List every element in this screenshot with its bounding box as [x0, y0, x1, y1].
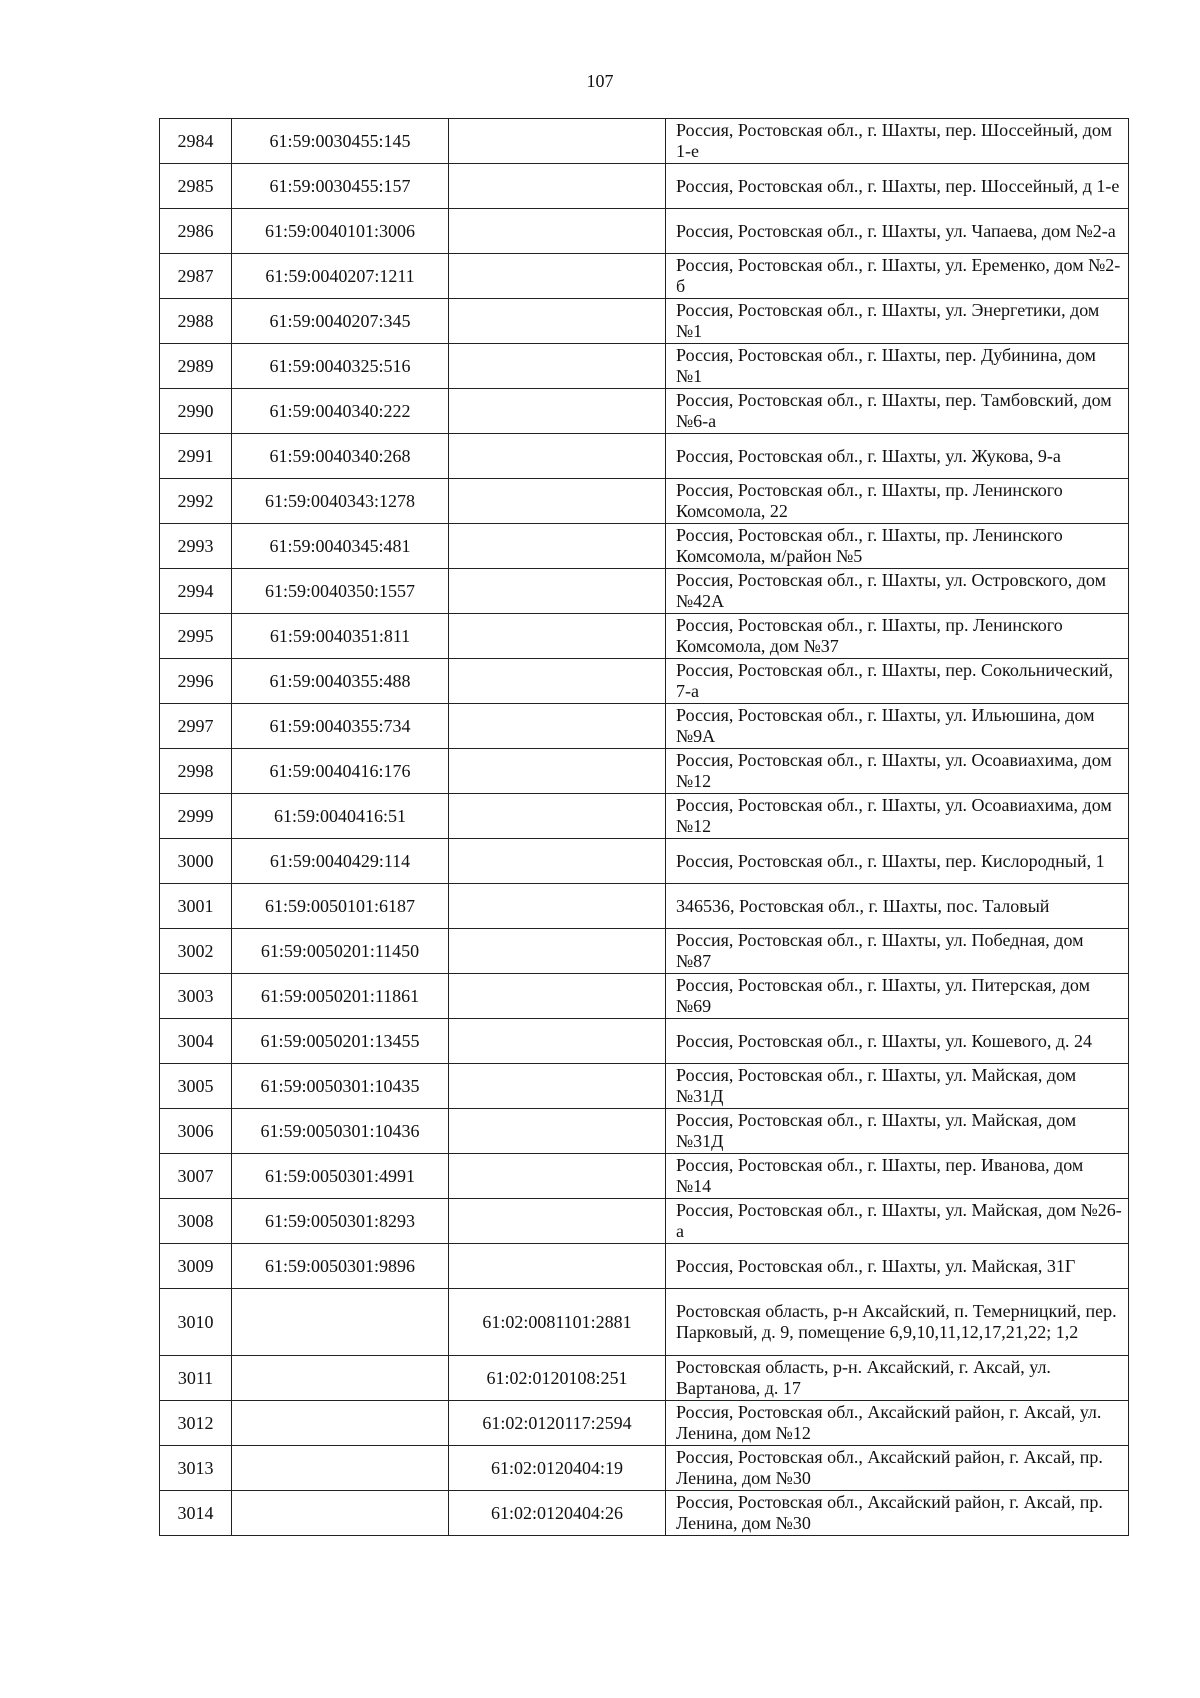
- address-cell: 346536, Ростовская обл., г. Шахты, пос. Таловый: [666, 884, 1129, 929]
- cadastral-number-cell: [232, 1401, 449, 1446]
- building-cadastral-number-cell: [449, 1199, 666, 1244]
- cadastral-number-cell: 61:59:0040350:1557: [232, 569, 449, 614]
- cadastral-number-cell: 61:59:0050101:6187: [232, 884, 449, 929]
- table-row: [160, 524, 1129, 569]
- row-number-cell: 3002: [160, 929, 232, 974]
- cadastral-number-cell: 61:59:0040340:222: [232, 389, 449, 434]
- row-number-cell: 3009: [160, 1244, 232, 1289]
- cadastral-number-cell: 61:59:0050301:9896: [232, 1244, 449, 1289]
- table-row: [160, 929, 1129, 974]
- table-row: [160, 254, 1129, 299]
- address-cell: Россия, Ростовская обл., г. Шахты, ул. Энергетики, дом №1: [666, 299, 1129, 344]
- table-row: [160, 299, 1129, 344]
- row-number-cell: 2993: [160, 524, 232, 569]
- cadastral-number-cell: 61:59:0040101:3006: [232, 209, 449, 254]
- address-cell: Россия, Ростовская обл., г. Шахты, ул. Майская, дом №31Д: [666, 1064, 1129, 1109]
- address-cell: Россия, Ростовская обл., Аксайский район, г. Аксай, пр. Ленина, дом №30: [666, 1446, 1129, 1491]
- building-cadastral-number-cell: [449, 1019, 666, 1064]
- building-cadastral-number-cell: [449, 569, 666, 614]
- cadastral-number-cell: 61:59:0040355:488: [232, 659, 449, 704]
- address-cell: Россия, Ростовская обл., г. Шахты, пер. Шоссейный, дом 1-е: [666, 119, 1129, 164]
- cadastral-number-cell: 61:59:0040343:1278: [232, 479, 449, 524]
- building-cadastral-number-cell: [449, 479, 666, 524]
- address-cell: Россия, Ростовская обл., г. Шахты, пер. Тамбовский, дом №6-а: [666, 389, 1129, 434]
- row-number-cell: 3007: [160, 1154, 232, 1199]
- address-cell: Россия, Ростовская обл., г. Шахты, пр. Ленинского Комсомола, дом №37: [666, 614, 1129, 659]
- address-cell: Россия, Ростовская обл., г. Шахты, пер. Иванова, дом №14: [666, 1154, 1129, 1199]
- building-cadastral-number-cell: [449, 209, 666, 254]
- cadastral-number-cell: 61:59:0030455:145: [232, 119, 449, 164]
- table-row: [160, 1064, 1129, 1109]
- building-cadastral-number-cell: [449, 1154, 666, 1199]
- cadastral-number-cell: 61:59:0040355:734: [232, 704, 449, 749]
- address-cell: Россия, Ростовская обл., Аксайский район, г. Аксай, пр. Ленина, дом №30: [666, 1491, 1129, 1536]
- cadastral-number-cell: 61:59:0040351:811: [232, 614, 449, 659]
- cadastral-number-cell: 61:59:0050301:10436: [232, 1109, 449, 1154]
- cadastral-number-cell: [232, 1491, 449, 1536]
- cadastral-number-cell: 61:59:0040416:176: [232, 749, 449, 794]
- table-row: [160, 1019, 1129, 1064]
- cadastral-number-cell: 61:59:0030455:157: [232, 164, 449, 209]
- building-cadastral-number-cell: [449, 614, 666, 659]
- cadastral-number-cell: 61:59:0050201:11450: [232, 929, 449, 974]
- building-cadastral-number-cell: [449, 1244, 666, 1289]
- row-number-cell: 3006: [160, 1109, 232, 1154]
- row-number-cell: 3012: [160, 1401, 232, 1446]
- building-cadastral-number-cell: 61:02:0120108:251: [449, 1356, 666, 1401]
- address-cell: Россия, Ростовская обл., г. Шахты, ул. Жукова, 9-а: [666, 434, 1129, 479]
- table-row: [160, 119, 1129, 164]
- address-cell: Россия, Ростовская обл., г. Шахты, ул. Майская, дом №31Д: [666, 1109, 1129, 1154]
- address-cell: Россия, Ростовская обл., г. Шахты, пер. Кислородный, 1: [666, 839, 1129, 884]
- building-cadastral-number-cell: [449, 659, 666, 704]
- address-cell: Россия, Ростовская обл., Аксайский район, г. Аксай, ул. Ленина, дом №12: [666, 1401, 1129, 1446]
- building-cadastral-number-cell: 61:02:0120404:26: [449, 1491, 666, 1536]
- address-cell: Россия, Ростовская обл., г. Шахты, ул. Майская, дом №26-а: [666, 1199, 1129, 1244]
- address-cell: Россия, Ростовская обл., г. Шахты, пер. Дубинина, дом №1: [666, 344, 1129, 389]
- row-number-cell: 3008: [160, 1199, 232, 1244]
- building-cadastral-number-cell: [449, 929, 666, 974]
- cadastral-number-cell: [232, 1446, 449, 1491]
- registry-table-body: [160, 119, 1129, 1536]
- row-number-cell: 3014: [160, 1491, 232, 1536]
- table-row: [160, 1244, 1129, 1289]
- address-cell: Ростовская область, р-н Аксайский, п. Темерницкий, пер. Парковый, д. 9, помещение 6,9,10,11,12,17,21,22; 1,2: [666, 1289, 1129, 1356]
- cadastral-number-cell: 61:59:0050201:11861: [232, 974, 449, 1019]
- table-row: [160, 434, 1129, 479]
- building-cadastral-number-cell: [449, 299, 666, 344]
- address-cell: Россия, Ростовская обл., г. Шахты, пр. Ленинского Комсомола, м/район №5: [666, 524, 1129, 569]
- address-cell: Россия, Ростовская обл., г. Шахты, ул. Ильюшина, дом №9А: [666, 704, 1129, 749]
- row-number-cell: 3001: [160, 884, 232, 929]
- cadastral-number-cell: [232, 1356, 449, 1401]
- address-cell: Россия, Ростовская обл., г. Шахты, ул. Осоавиахима, дом №12: [666, 749, 1129, 794]
- row-number-cell: 3000: [160, 839, 232, 884]
- cadastral-number-cell: 61:59:0040207:1211: [232, 254, 449, 299]
- table-row: [160, 704, 1129, 749]
- building-cadastral-number-cell: [449, 794, 666, 839]
- row-number-cell: 2997: [160, 704, 232, 749]
- cadastral-number-cell: 61:59:0040340:268: [232, 434, 449, 479]
- table-row: [160, 389, 1129, 434]
- row-number-cell: 2987: [160, 254, 232, 299]
- row-number-cell: 2995: [160, 614, 232, 659]
- row-number-cell: 2986: [160, 209, 232, 254]
- page-number: 107: [586, 71, 614, 91]
- address-cell: Россия, Ростовская обл., г. Шахты, пер. Шоссейный, д 1-е: [666, 164, 1129, 209]
- row-number-cell: 3010: [160, 1289, 232, 1356]
- table-row: [160, 1356, 1129, 1401]
- row-number-cell: 2985: [160, 164, 232, 209]
- building-cadastral-number-cell: [449, 884, 666, 929]
- address-cell: Россия, Ростовская обл., г. Шахты, ул. Еременко, дом №2-б: [666, 254, 1129, 299]
- table-row: [160, 794, 1129, 839]
- address-cell: Ростовская область, р-н. Аксайский, г. Аксай, ул. Вартанова, д. 17: [666, 1356, 1129, 1401]
- address-cell: Россия, Ростовская обл., г. Шахты, ул. Питерская, дом №69: [666, 974, 1129, 1019]
- address-cell: Россия, Ростовская обл., г. Шахты, ул. Кошевого, д. 24: [666, 1019, 1129, 1064]
- building-cadastral-number-cell: [449, 974, 666, 1019]
- row-number-cell: 2996: [160, 659, 232, 704]
- cadastral-number-cell: 61:59:0050301:8293: [232, 1199, 449, 1244]
- cadastral-number-cell: [232, 1289, 449, 1356]
- table-row: [160, 569, 1129, 614]
- table-row: [160, 164, 1129, 209]
- table-row: [160, 1109, 1129, 1154]
- row-number-cell: 2991: [160, 434, 232, 479]
- address-cell: Россия, Ростовская обл., г. Шахты, пр. Ленинского Комсомола, 22: [666, 479, 1129, 524]
- cadastral-number-cell: 61:59:0040345:481: [232, 524, 449, 569]
- cadastral-number-cell: 61:59:0050201:13455: [232, 1019, 449, 1064]
- row-number-cell: 2988: [160, 299, 232, 344]
- address-cell: Россия, Ростовская обл., г. Шахты, ул. Островского, дом №42А: [666, 569, 1129, 614]
- row-number-cell: 2990: [160, 389, 232, 434]
- building-cadastral-number-cell: [449, 704, 666, 749]
- building-cadastral-number-cell: [449, 524, 666, 569]
- row-number-cell: 2992: [160, 479, 232, 524]
- row-number-cell: 3005: [160, 1064, 232, 1109]
- building-cadastral-number-cell: [449, 389, 666, 434]
- row-number-cell: 3013: [160, 1446, 232, 1491]
- building-cadastral-number-cell: [449, 344, 666, 389]
- table-row: [160, 209, 1129, 254]
- cadastral-number-cell: 61:59:0040429:114: [232, 839, 449, 884]
- building-cadastral-number-cell: [449, 749, 666, 794]
- cadastral-number-cell: 61:59:0050301:10435: [232, 1064, 449, 1109]
- row-number-cell: 3011: [160, 1356, 232, 1401]
- building-cadastral-number-cell: 61:02:0120404:19: [449, 1446, 666, 1491]
- row-number-cell: 2984: [160, 119, 232, 164]
- table-row: [160, 839, 1129, 884]
- table-row: [160, 1154, 1129, 1199]
- cadastral-number-cell: 61:59:0040416:51: [232, 794, 449, 839]
- table-row: [160, 1491, 1129, 1536]
- table-row: [160, 1199, 1129, 1244]
- building-cadastral-number-cell: [449, 1064, 666, 1109]
- row-number-cell: 2999: [160, 794, 232, 839]
- address-cell: Россия, Ростовская обл., г. Шахты, ул. Майская, 31Г: [666, 1244, 1129, 1289]
- table-row: [160, 344, 1129, 389]
- table-row: [160, 614, 1129, 659]
- cadastral-number-cell: 61:59:0040325:516: [232, 344, 449, 389]
- property-registry-table: [159, 118, 1129, 1536]
- address-cell: Россия, Ростовская обл., г. Шахты, ул. Победная, дом №87: [666, 929, 1129, 974]
- table-row: [160, 479, 1129, 524]
- building-cadastral-number-cell: [449, 119, 666, 164]
- table-row: [160, 1401, 1129, 1446]
- row-number-cell: 2989: [160, 344, 232, 389]
- building-cadastral-number-cell: 61:02:0081101:2881: [449, 1289, 666, 1356]
- cadastral-number-cell: 61:59:0040207:345: [232, 299, 449, 344]
- table-row: [160, 659, 1129, 704]
- row-number-cell: 2994: [160, 569, 232, 614]
- building-cadastral-number-cell: [449, 164, 666, 209]
- table-row: [160, 1446, 1129, 1491]
- address-cell: Россия, Ростовская обл., г. Шахты, ул. Осоавиахима, дом №12: [666, 794, 1129, 839]
- building-cadastral-number-cell: [449, 839, 666, 884]
- table-row: [160, 1289, 1129, 1356]
- table-row: [160, 749, 1129, 794]
- cadastral-number-cell: 61:59:0050301:4991: [232, 1154, 449, 1199]
- row-number-cell: 3003: [160, 974, 232, 1019]
- building-cadastral-number-cell: [449, 254, 666, 299]
- row-number-cell: 2998: [160, 749, 232, 794]
- building-cadastral-number-cell: [449, 434, 666, 479]
- address-cell: Россия, Ростовская обл., г. Шахты, пер. Сокольнический, 7-а: [666, 659, 1129, 704]
- table-row: [160, 974, 1129, 1019]
- building-cadastral-number-cell: [449, 1109, 666, 1154]
- row-number-cell: 3004: [160, 1019, 232, 1064]
- building-cadastral-number-cell: 61:02:0120117:2594: [449, 1401, 666, 1446]
- table-row: [160, 884, 1129, 929]
- address-cell: Россия, Ростовская обл., г. Шахты, ул. Чапаева, дом №2-а: [666, 209, 1129, 254]
